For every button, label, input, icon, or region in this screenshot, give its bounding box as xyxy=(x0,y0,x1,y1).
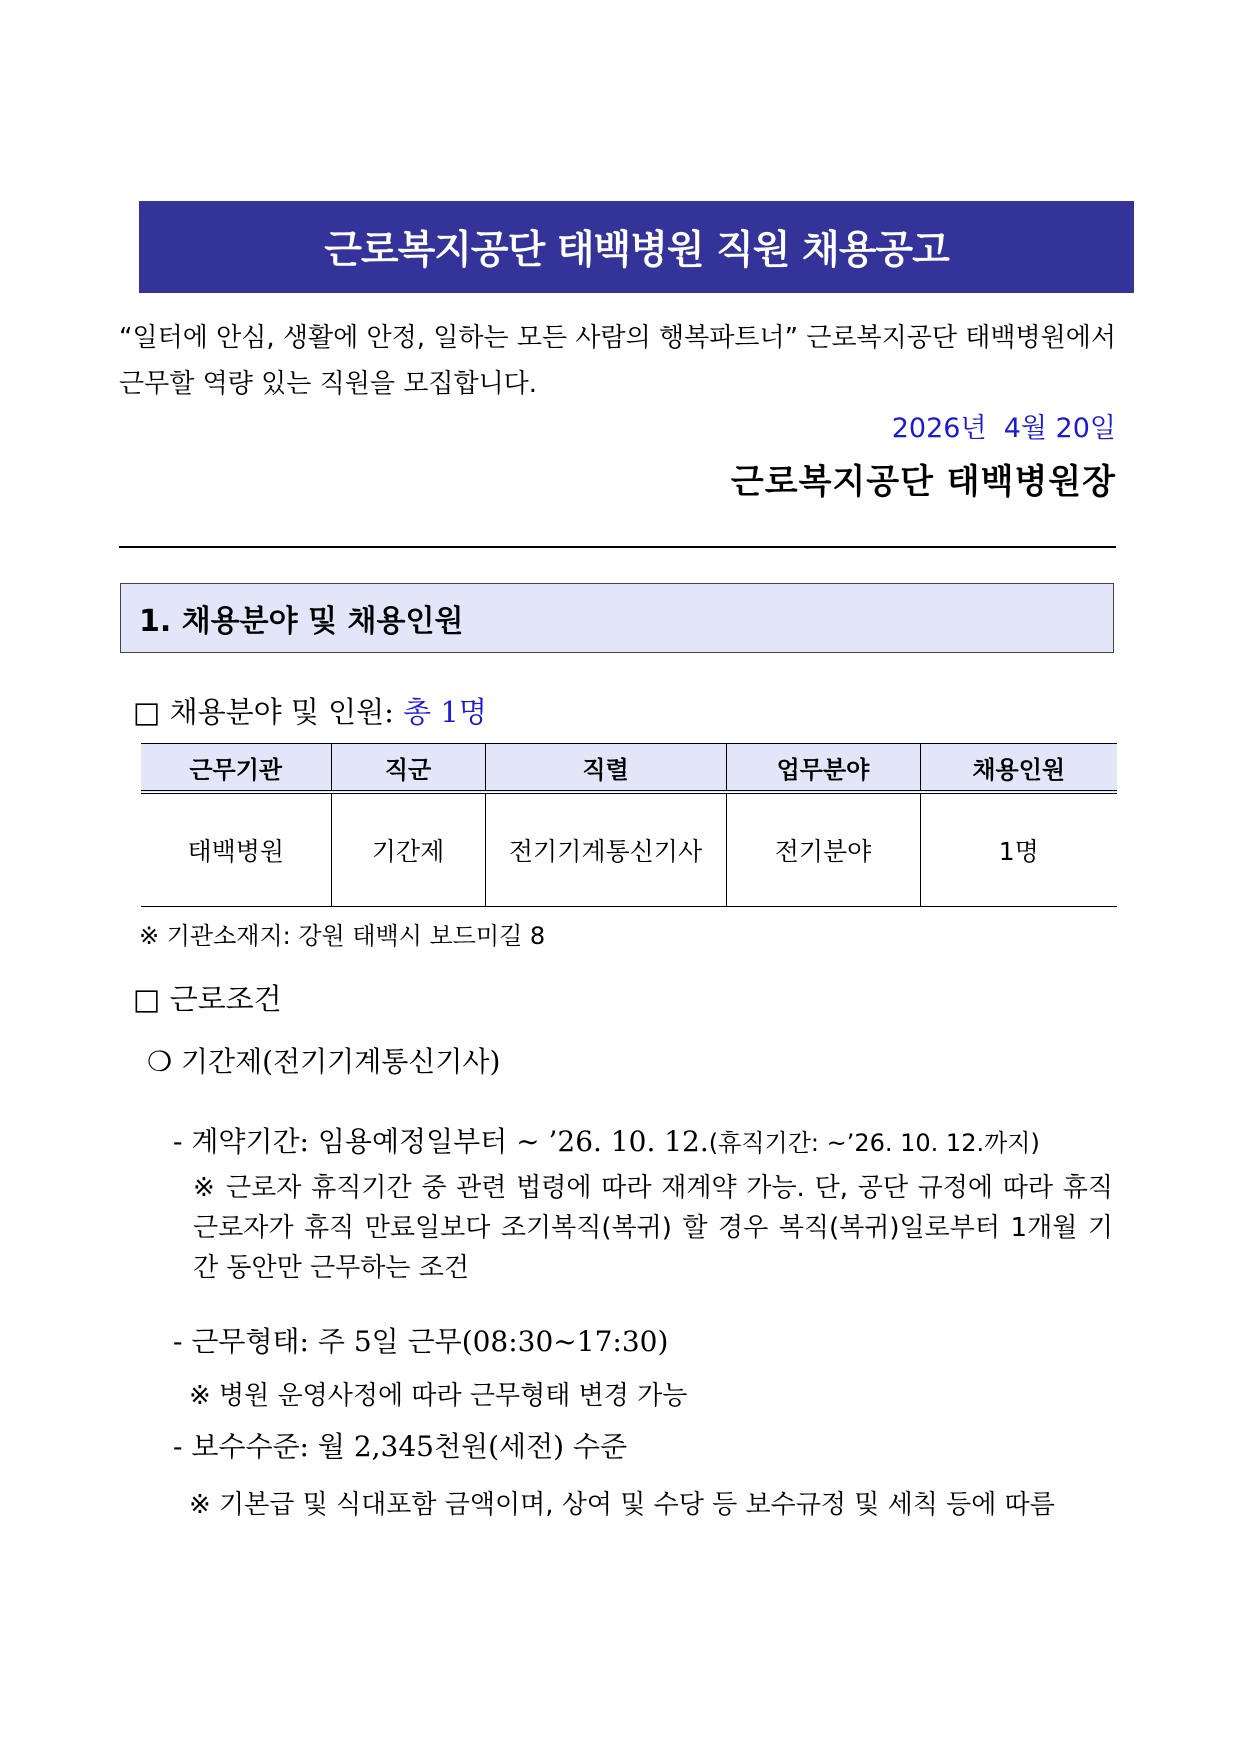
contract-note: ※ 근로자 휴직기간 중 관련 법령에 따라 재계약 가능. 단, 공단 규정에 따라 휴직 근로자가 휴직 만료일보다 조기복직(복귀) 할 경우 복직(복귀)일로부터 1개월 기간 동안만 근무하는 조건 xyxy=(193,1173,1113,1283)
divider-line xyxy=(119,546,1116,548)
section-heading: 1. 채용분야 및 채용인원 xyxy=(139,604,464,639)
location-note: ※ 기관소재지: 강원 태백시 보드미길 8 xyxy=(139,922,546,950)
contract-period-suffix: (휴직기간: ~’26. 10. 12.까지) xyxy=(708,1129,1040,1157)
work-type-note: ※ 병원 운영사정에 따라 근무형태 변경 가능 xyxy=(189,1381,688,1411)
conditions-subheading: ❍ 기간제(전기기계통신기사) xyxy=(147,1045,501,1078)
field-total: 총 1명 xyxy=(403,695,487,729)
pay-note: ※ 기본급 및 식대포함 금액이며, 상여 및 수당 등 보수규정 및 세칙 등에 따름 xyxy=(189,1490,1055,1520)
section-heading-box xyxy=(120,583,1114,653)
announcement-date: 2026년 4월 20일 xyxy=(891,413,1116,444)
contract-period-main: - 계약기간: 임용예정일부터 ∼ ’26. 10. 12. xyxy=(173,1125,709,1158)
contract-period xyxy=(173,1120,1040,1160)
table-row xyxy=(141,792,1117,907)
field-heading xyxy=(133,690,487,731)
header-job-series: 직렬 xyxy=(485,744,726,793)
header-work-field: 업무분야 xyxy=(726,744,920,793)
header-headcount: 채용인원 xyxy=(920,744,1117,793)
cell-headcount: 1명 xyxy=(920,792,1117,907)
table-header-row xyxy=(141,744,1117,793)
conditions-heading: □ 근로조건 xyxy=(133,982,282,1016)
intro-paragraph: “일터에 안심, 생활에 안정, 일하는 모든 사람의 행복파트너” 근로복지공단 태백병원에서 근무할 역량 있는 직원을 모집합니다. xyxy=(119,323,1116,399)
header-agency: 근무기관 xyxy=(141,744,331,793)
recruitment-table xyxy=(141,743,1117,907)
pay-level: - 보수수준: 월 2,345천원(세전) 수준 xyxy=(173,1430,628,1463)
header-job-group: 직군 xyxy=(331,744,485,793)
page-title: 근로복지공단 태백병원 직원 채용공고 xyxy=(324,228,949,273)
title-banner xyxy=(139,201,1134,293)
work-type: - 근무형태: 주 5일 근무(08:30~17:30) xyxy=(173,1325,669,1358)
cell-agency: 태백병원 xyxy=(141,792,331,907)
cell-work-field: 전기분야 xyxy=(726,792,920,907)
field-label: □ 채용분야 및 인원: xyxy=(133,695,404,729)
cell-job-series: 전기기계통신기사 xyxy=(485,792,726,907)
issuer-signature: 근로복지공단 태백병원장 xyxy=(730,462,1116,502)
cell-job-group: 기간제 xyxy=(331,792,485,907)
